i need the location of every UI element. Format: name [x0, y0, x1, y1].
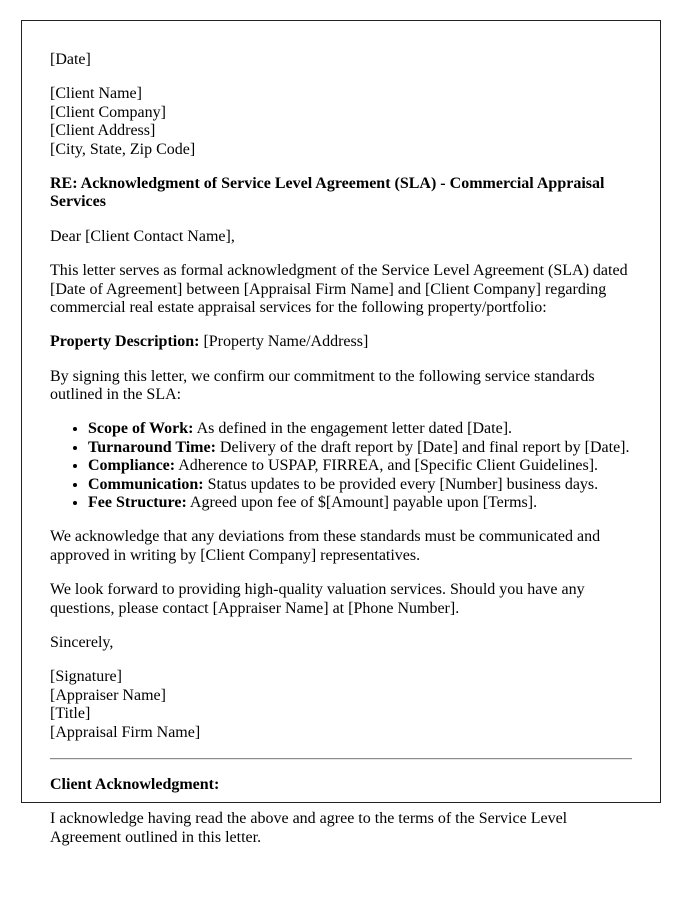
deviations-paragraph: We acknowledge that any deviations from these standards must be communicated and approved in writing by [Client Company] representatives. — [50, 528, 601, 564]
recipient-company: [Client Company] — [50, 103, 166, 121]
client-acknowledgment-text: I acknowledge having read the above and agree to the terms of the Service Level Agreement outlined in this letter. — [50, 810, 568, 846]
list-item-communication — [88, 476, 632, 494]
salutation: Dear [Client Contact Name], — [50, 227, 235, 245]
bullet-text: Adherence to USPAP, FIRREA, and [Specific Client Guidelines]. — [175, 457, 599, 475]
date-line: [Date] — [50, 51, 91, 68]
signoff: Sincerely, — [50, 633, 114, 651]
commitment-paragraph: By signing this letter, we confirm our commitment to the following service standards outlined in the SLA: — [50, 367, 595, 404]
list-item-fee-structure — [88, 494, 632, 512]
list-item-compliance — [88, 457, 632, 475]
bullet-label: Scope of Work: — [88, 420, 194, 438]
appraiser-title: [Title] — [50, 705, 91, 723]
bullet-text: As defined in the engagement letter dated [Date]. — [193, 420, 513, 438]
recipient-block — [50, 85, 632, 159]
recipient-address: [Client Address] — [50, 122, 156, 140]
bullet-text: Status updates to be provided every [Number] business days. — [203, 475, 599, 493]
client-acknowledgment-heading: Client Acknowledgment: — [50, 775, 220, 793]
property-description-label: Property Description: — [50, 333, 200, 351]
appraisal-firm-name: [Appraisal Firm Name] — [50, 723, 201, 741]
intro-paragraph: This letter serves as formal acknowledgment of the Service Level Agreement (SLA) dated [Date of Agreement] between [Appraisal Firm Name] and [Client Company] regarding commercial real estate appraisal services for the following property/portfolio: — [50, 262, 628, 316]
subject-line: RE: Acknowledgment of Service Level Agreement (SLA) - Commercial Appraisal Services — [50, 174, 605, 211]
signature-placeholder: [Signature] — [50, 668, 122, 686]
section-divider — [50, 758, 632, 760]
closing-paragraph: We look forward to providing high-quality valuation services. Should you have any questions, please contact [Appraiser Name] at [Phone Number]. — [50, 581, 585, 617]
list-item-turnaround-time — [88, 439, 632, 457]
list-item-scope-of-work — [88, 420, 632, 438]
service-standards-list — [50, 420, 632, 512]
bullet-label: Turnaround Time: — [88, 438, 216, 456]
signature-block — [50, 668, 632, 742]
property-description-value: [Property Name/Address] — [199, 333, 369, 351]
bullet-text: Delivery of the draft report by [Date] and final report by [Date]. — [215, 438, 630, 456]
letter-page — [21, 20, 661, 846]
bullet-label: Fee Structure: — [88, 494, 187, 512]
property-description-line — [50, 333, 632, 351]
recipient-city-state-zip: [City, State, Zip Code] — [50, 140, 196, 158]
recipient-name: [Client Name] — [50, 85, 142, 103]
appraiser-name: [Appraiser Name] — [50, 686, 166, 704]
bullet-label: Communication: — [88, 475, 204, 493]
bullet-text: Agreed upon fee of $[Amount] payable upon [Terms]. — [186, 494, 538, 512]
bullet-label: Compliance: — [88, 457, 176, 475]
